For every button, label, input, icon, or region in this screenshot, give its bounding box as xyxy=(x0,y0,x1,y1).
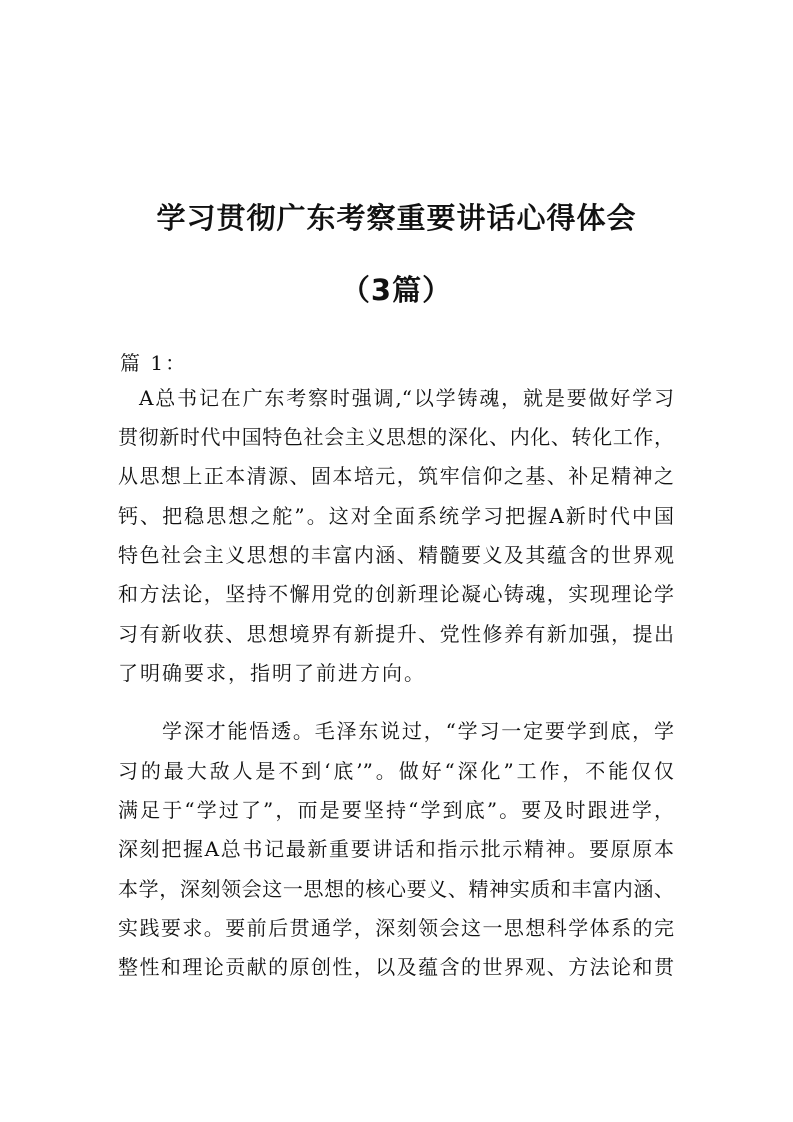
paragraph-line: A总书记在广东考察时强调,“以学铸魂，就是要做好学习 xyxy=(139,386,674,410)
paragraph-line: 贯彻新时代中国特色社会主义思想的深化、内化、转化工作， xyxy=(118,425,674,449)
paragraph-line: 习有新收获、思想境界有新提升、党性修养有新加强，提出 xyxy=(118,622,674,646)
paragraph-line: 本学，深刻领会这一思想的核心要义、精神实质和丰富内涵、 xyxy=(118,877,674,901)
paragraph-line: 了明确要求，指明了前进方向。 xyxy=(118,661,426,685)
paragraph-line: 特色社会主义思想的丰富内涵、精髓要义及其蕴含的世界观 xyxy=(118,543,674,567)
paragraph-line: 和方法论，坚持不懈用党的创新理论凝心铸魂，实现理论学 xyxy=(118,582,674,606)
document-title: 学习贯彻广东考察重要讲话心得体会 xyxy=(156,201,637,235)
paragraph-line: 钙、把稳思想之舵”。这对全面系统学习把握A新时代中国 xyxy=(118,504,674,528)
section-label: 篇 1： xyxy=(120,351,188,375)
paragraph-line: 实践要求。要前后贯通学，深刻领会这一思想科学体系的完 xyxy=(118,916,674,940)
paragraph-line: 整性和理论贡献的原创性，以及蕴含的世界观、方法论和贯 xyxy=(118,955,674,979)
paragraph-line: 满足于“学过了”，而是要坚持“学到底”。要及时跟进学， xyxy=(118,798,674,822)
paragraph-line: 学深才能悟透。毛泽东说过，“学习一定要学到底，学 xyxy=(162,719,674,743)
paragraph-line: 深刻把握A总书记最新重要讲话和指示批示精神。要原原本 xyxy=(118,837,674,861)
paragraph-line: 从思想上正本清源、固本培元，筑牢信仰之基、补足精神之 xyxy=(118,464,674,488)
document-subtitle: （3篇） xyxy=(340,273,453,307)
paragraph-line: 习的最大敌人是不到‘底’”。做好“深化”工作，不能仅仅 xyxy=(118,759,674,783)
